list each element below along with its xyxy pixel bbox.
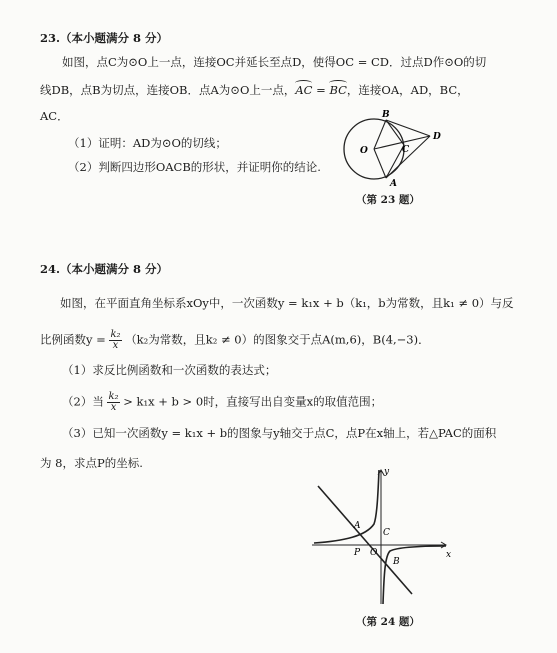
q24-figure (304, 464, 464, 610)
label-x: x (446, 550, 452, 560)
label-c: C (383, 528, 390, 538)
q24-sub2 (62, 392, 382, 413)
q23-line2-start: 线DB，点B为切点，连接OB．点A为⊙O上一点， (40, 83, 296, 97)
tangent-db (386, 120, 430, 136)
label-a: A (390, 179, 397, 188)
q24-text-last: 为 8，求点P的坐标. (40, 456, 143, 470)
label-b: B (393, 557, 400, 567)
label-c: C (402, 145, 410, 155)
q23-caption: （第 23 题） (356, 194, 420, 206)
q24-sub1: （1）求反比例函数和一次函数的表达式； (62, 363, 277, 377)
q24-line2-start: 比例函数y = (40, 332, 106, 347)
label-o: O (360, 146, 368, 156)
q23-header: 23.（本小题满分 8 分） (40, 31, 169, 45)
hyperbola-branch-left (314, 470, 379, 543)
q24-text-line2 (40, 330, 430, 351)
q23-text-line2 (40, 83, 469, 97)
fraction-k2-over-x (109, 330, 121, 351)
label-o: O (370, 548, 378, 558)
label-y: y (384, 467, 390, 477)
label-a: A (354, 521, 361, 531)
fraction-numerator: k₂ (108, 391, 119, 402)
q24-sub3: （3）已知一次函数y = k₁x + b的图象与y轴交于点C，点P在x轴上，若△PAC的面积 (62, 426, 497, 440)
q23-sub2: （2）判断四边形OACB的形状，并证明你的结论. (68, 160, 321, 174)
q24-caption: （第 24 题） (356, 616, 420, 628)
q23-text-line1: 如图，点C为⊙O上一点，连接OC并延长至点D，使得OC = CD．过点D作⊙O的切 (62, 55, 487, 69)
q23-sub1: （1）证明：AD为⊙O的切线； (68, 136, 227, 150)
label-p: P (354, 548, 361, 558)
axes (312, 470, 446, 604)
hyperbola (314, 470, 446, 604)
arc-bc: BC (329, 83, 347, 97)
q24-line2-end: （k₂为常数，且k₂ ≠ 0）的图象交于点A(m,6)，B(4,−3)． (125, 332, 430, 347)
fraction-k2-over-x-2 (107, 392, 119, 413)
fraction-denominator: x (110, 402, 117, 413)
q24-sub2-end: > k₁x + b > 0时，直接写出自变量x的取值范围； (123, 394, 383, 409)
q23-figure (330, 108, 450, 188)
hyperbola-branch-right (383, 546, 446, 604)
segment-ob (374, 120, 386, 149)
fraction-numerator: k₂ (110, 329, 121, 340)
q24-header: 24.（本小题满分 8 分） (40, 262, 169, 276)
label-b: B (382, 110, 390, 120)
q23-line2-eq: = (312, 83, 330, 97)
linear-function-line (318, 486, 412, 594)
fraction-denominator: x (112, 340, 119, 351)
q23-text-line3: AC． (40, 109, 69, 123)
label-d: D (433, 132, 441, 142)
arc-ac: AC (295, 83, 313, 97)
q24-text-line1: 如图，在平面直角坐标系xOy中，一次函数y = k₁x + b（k₁，b为常数，且k₁ ≠ 0）与反 (60, 296, 514, 310)
segment-oa (374, 149, 386, 178)
tangent-da (386, 136, 430, 178)
q23-line2-end: ，连接OA，AD，BC， (346, 83, 469, 97)
q24-sub2-start: （2）当 (62, 394, 104, 409)
